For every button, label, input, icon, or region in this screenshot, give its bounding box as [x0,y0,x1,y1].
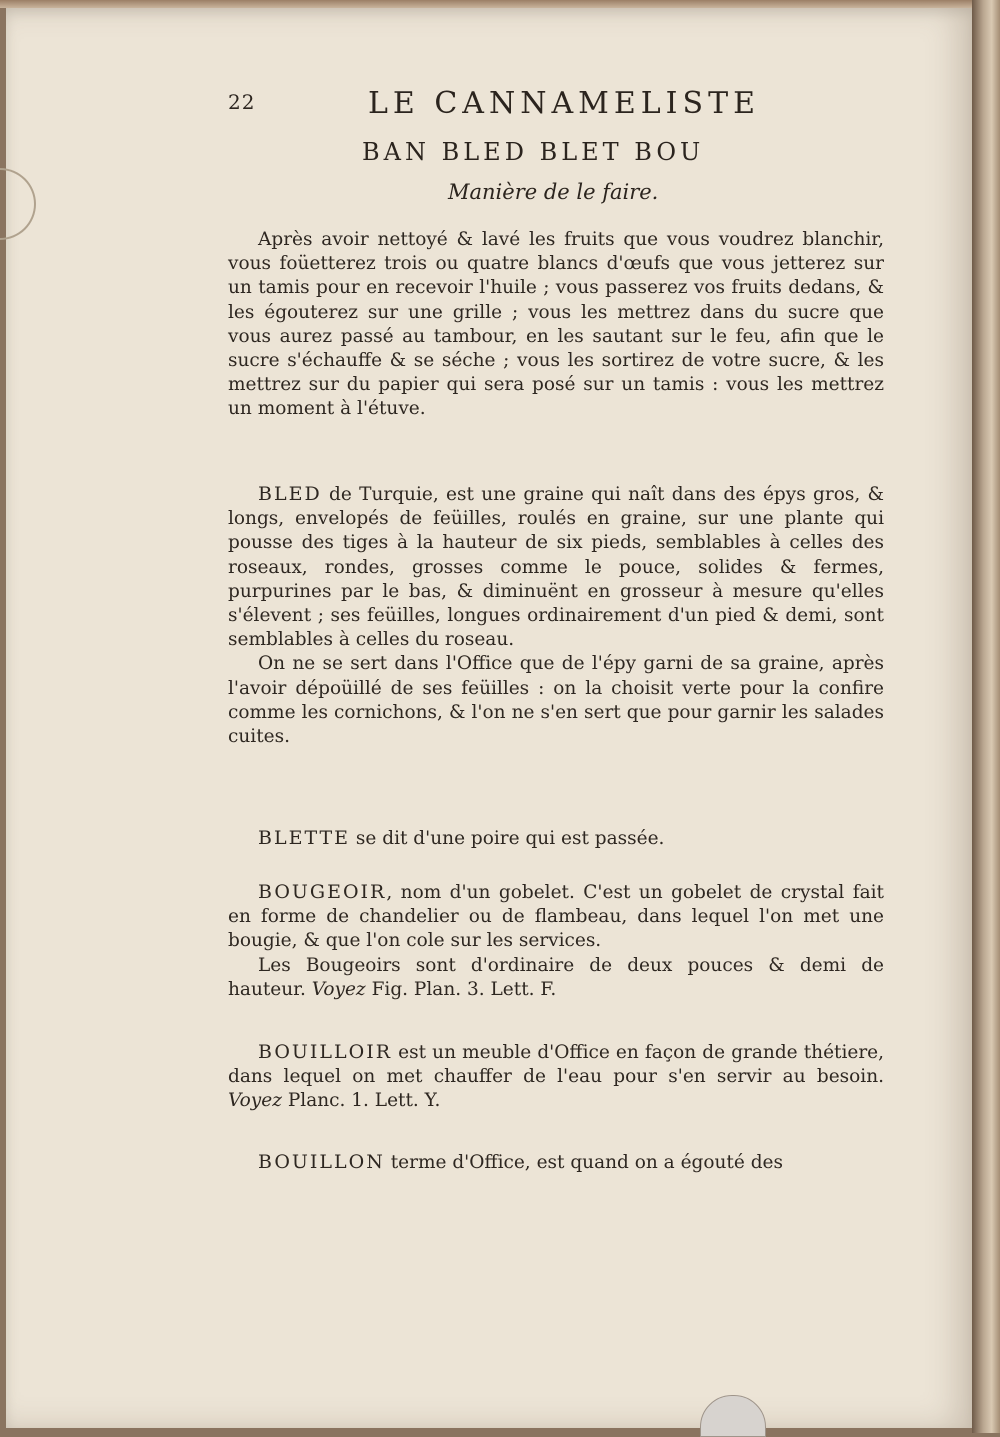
paragraph-text: Après avoir nettoyé & lavé les fruits que vous voudrez blanchir, vous foüetterez trois ou quatre blancs d'œufs que vous jetterez sur un tamis pour en recevoir l'huile ; vous passerez vos fruits dedans, & les égouterez sur une grille ; vous les mettrez dans du sucre que vous aurez passé au tambour, en les sautant sur le feu, afin que le sucre s'échauffe & se séche ; vous les sortirez de votre sucre, & les mettrez sur du papier qui sera posé sur un tamis : vous les mettrez un moment à l'étuve. [228,229,884,420]
section-heading: BAN BLED BLET BOU [362,138,705,166]
entry-term: BOUILLOIR [258,1041,393,1063]
entry-bouillon-paragraph [228,1150,884,1175]
voyez-reference: Voyez [311,978,366,1000]
entry-text: Les Bougeoirs sont d'ordinaire de deux pouces & demi de hauteur. [228,954,884,1000]
entry-term: BOUGEOIR [258,881,387,903]
running-title: LE CANNAMELISTE [368,86,760,121]
entry-blette-paragraph [228,826,884,851]
page-number: 22 [228,90,256,114]
entry-bougeoir [228,880,884,1002]
voyez-reference: Voyez [228,1090,282,1112]
maniere-paragraph [228,228,884,422]
entry-bougeoir-paragraph-2 [228,954,884,1002]
entry-text: terme d'Office, est quand on a égouté des [384,1152,783,1173]
entry-bouillon [228,1150,884,1175]
entry-bled [228,482,884,749]
entry-bled-paragraph [228,482,884,652]
page-top-edge [0,0,1000,8]
entry-term: BLETTE [258,827,351,849]
entry-bougeoir-paragraph [228,880,884,954]
entry-term: BOUILLON [258,1151,385,1173]
entry-text: , nom d'un gobelet. C'est un gobelet de crystal fait en forme de chandelier ou de flambeau, dans lequel l'on met une bougie, & que l'on cole sur les services. [228,882,884,952]
entry-bled-paragraph-2: On ne se sert dans l'Office que de l'épy garni de sa graine, après l'avoir dépoüillé de ses feüilles : on la choisit verte pour la confire comme les cornichons, & l'on ne s'en sert que pour garnir les salades cuites. [228,653,884,748]
entry-blette [228,826,884,851]
page-header [228,86,768,126]
entry-text: Planc. 1. Lett. Y. [281,1090,441,1112]
entry-text: Fig. Plan. 3. Lett. F. [365,978,557,1000]
entry-text: de Turquie, est une graine qui naît dans des épys gros, & longs, envelopés de feüilles, roulés en graine, sur une plante qui pousse des tiges à la hauteur de six pieds, semblables à celles des roseaux, rondes, grosses comme le pouce, solides & fermes, purpurines par le bas, & diminuënt en grosseur à mesure qu'elles s'élevent ; ses feüilles, longues ordinairement d'un pied & demi, sont semblables à celles du roseau. [228,484,884,651]
subheading: Manière de le faire. [448,180,659,204]
entry-text: se dit d'une poire qui est passée. [350,828,665,849]
entry-bouilloir [228,1040,884,1114]
entry-text: est un meuble d'Office en façon de grande thétiere, dans lequel on met chauffer de l'eau pour s'en servir au besoin. [228,1042,884,1088]
book-edge [972,0,1000,1433]
entry-term: BLED [258,483,322,505]
entry-bouilloir-paragraph [228,1040,884,1114]
